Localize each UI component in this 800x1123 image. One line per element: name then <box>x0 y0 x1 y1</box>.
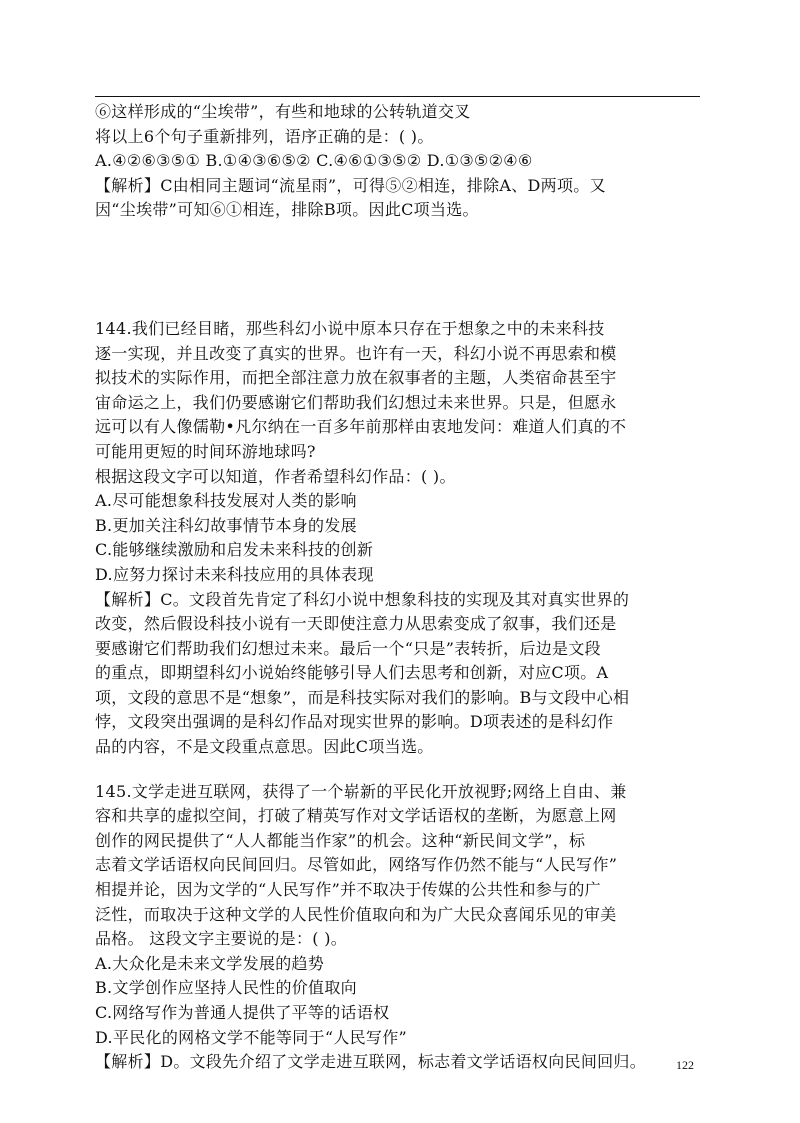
q145-passage-line: 相提并论，因为文学的“人民写作”并不取决于传媒的公共性和参与的广 <box>95 880 601 900</box>
q145-passage-line: 品格。 这段文字主要说的是：( )。 <box>95 929 348 949</box>
q145-passage-line: 志着文学话语权向民间回归。尽管如此，网络写作仍然不能与“人民写作” <box>95 855 618 875</box>
q144-option-d: D.应努力探讨未来科技应用的具体表现 <box>95 564 374 584</box>
q143-analysis-line: 【解析】C由相同主题词“流星雨”，可得⑤②相连，排除A、D两项。又 <box>95 175 606 195</box>
q143-item-6: ⑥这样形成的“尘埃带”，有些和地球的公转轨道交叉 <box>95 102 471 121</box>
q145-passage-line: 容和共享的虚拟空间，打破了精英写作对文学话语权的垄断，为愿意上网 <box>95 806 617 826</box>
q144-passage-line: 逐一实现，并且改变了真实的世界。也许有一天，科幻小说不再思索和模 <box>95 343 617 363</box>
q145-passage-line: 泛性，而取决于这种文学的人民性价值取向和为广大民众喜闻乐见的审美 <box>95 904 617 924</box>
q143-options: A.④②⑥③⑤① B.①④③⑥⑤② C.④⑥①③⑤② D.①③⑤②④⑥ <box>95 151 533 171</box>
q144-analysis-line: 要感谢它们帮助我们幻想过未来。最后一个“只是”表转折，后边是文段 <box>95 638 601 658</box>
q143-analysis-line: 因“尘埃带”可知⑥①相连，排除B项。因此C项当选。 <box>95 200 479 220</box>
q144-analysis-line: 改变，然后假设科技小说有一天即使注意力从思索变成了叙事，我们还是 <box>95 614 617 634</box>
q145-option-c: C.网络写作为普通人提供了平等的话语权 <box>95 1003 390 1022</box>
q144-passage-line: 宙命运之上，我们仍要感谢它们帮助我们幻想过未来世界。只是，但愿永 <box>95 392 617 412</box>
q145-option-b: B.文学创作应坚持人民性的价值取向 <box>95 978 357 998</box>
q144-analysis-line: 项，文段的意思不是“想象”，而是科技实际对我们的影响。B与文段中心相 <box>95 687 630 707</box>
q144-analysis-line: 品的内容，不是文段重点意思。因此C项当选。 <box>95 737 434 757</box>
spacer <box>95 760 705 780</box>
spacer <box>95 223 705 317</box>
q143-question: 将以上6个句子重新排列，语序正确的是：( )。 <box>95 126 434 146</box>
q144-option-b: B.更加关注科幻故事情节本身的发展 <box>95 515 357 535</box>
q145-option-d: D.平民化的网格文学不能等同于“人民写作” <box>95 1027 408 1047</box>
q145-analysis-line: 【解析】D。文段先介绍了文学走进互联网，标志着文学话语权向民间回归。 <box>95 1052 647 1072</box>
q144-option-c: C.能够继续激励和启发未来科技的创新 <box>95 540 374 560</box>
header-rule <box>95 96 700 97</box>
q144-analysis-line: 悖，文段突出强调的是科幻作品对现实世界的影响。D项表述的是科幻作 <box>95 712 614 732</box>
q145-passage-line: 145.文学走进互联网，获得了一个崭新的平民化开放视野;网络上自由、兼 <box>95 781 627 801</box>
q144-analysis-line: 【解析】C。文段首先肯定了科幻小说中想象科技的实现及其对真实世界的 <box>95 589 630 609</box>
page-number: 122 <box>676 1058 694 1072</box>
q144-option-a: A.尽可能想象科技发展对人类的影响 <box>95 491 357 511</box>
q144-passage-line: 远可以有人像儒勒•凡尔纳在一百多年前那样由衷地发问：难道人们真的不 <box>95 417 627 437</box>
q144-passage-line: 144.我们已经目睹，那些科幻小说中原本只存在于想象之中的未来科技 <box>95 318 605 338</box>
q144-passage-line: 可能用更短的时间环游地球吗? <box>95 441 316 461</box>
page-content <box>95 100 705 1075</box>
q145-passage-line: 创作的网民提供了“人人都能当作家”的机会。这种“新民间文学”，标 <box>95 830 586 850</box>
q145-option-a: A.大众化是未来文学发展的趋势 <box>95 953 325 973</box>
q144-passage-line: 拟技术的实际作用，而把全部注意力放在叙事者的主题，人类宿命甚至宇 <box>95 368 617 388</box>
q144-question: 根据这段文字可以知道，作者希望科幻作品：( )。 <box>95 466 456 486</box>
q144-analysis-line: 的重点，即期望科幻小说始终能够引导人们去思考和创新，对应C项。A <box>95 663 609 683</box>
